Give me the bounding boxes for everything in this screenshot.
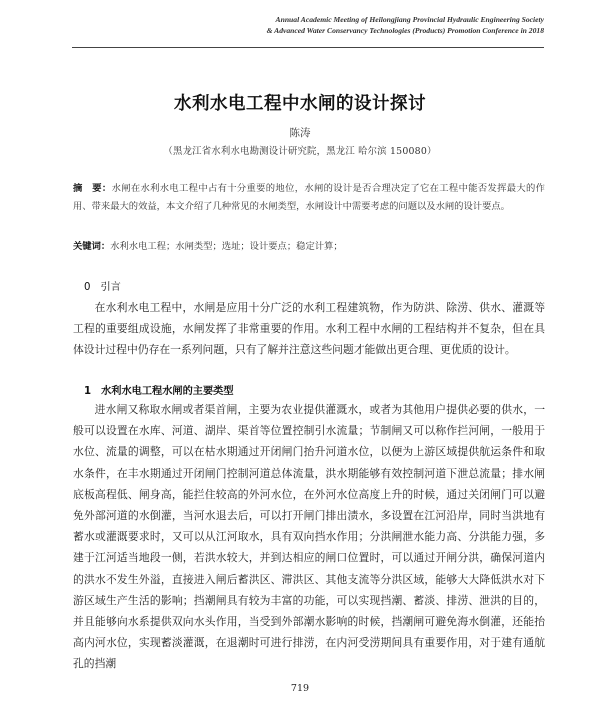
page-number: 719: [290, 683, 310, 694]
conference-header-line1: Annual Academic Meeting of Heilongjiang Provincial Hydraulic Engineering Society: [275, 15, 544, 24]
keywords: [73, 239, 545, 255]
section-number: 0: [84, 282, 91, 293]
section-number: 1: [84, 386, 92, 397]
introduction-paragraph: 在水利水电工程中，水闸是应用十分广泛的水利工程建筑物，作为防洪、除涝、供水、灌溉等工程的重要组成设施，水闸发挥了非常重要的作用。水利工程中水闸的工程结构并不复杂，但在具体设计过程中仍存在一系列问题，只有了解并注意这些问题才能做出更合理、更优质的设计。: [73, 301, 545, 357]
abstract: [73, 180, 545, 215]
paper-author: 陈涛: [289, 127, 311, 139]
section-title: 水利水电工程水闸的主要类型: [101, 386, 234, 397]
section-title: 引言: [100, 282, 121, 293]
keywords-label: 关键词：: [73, 241, 111, 252]
header-rule: [72, 47, 544, 48]
section-heading-introduction: [84, 278, 131, 293]
paper-affiliation: （黑龙江省水利水电勘测设计研究院，黑龙江 哈尔滨 150080）: [163, 146, 437, 157]
types-paragraph: 进水闸又称取水闸或者渠首闸，主要为农业提供灌溉水，或者为其他用户提供必要的供水，一般可以设置在水库、河道、湖岸、渠首等位置控制引水流量；节制闸又可以称作拦河闸，一般用于水位、流量的调整，可以在枯水期通过开闭闸门抬升河道水位，以便为上游区域提供航运条件和取水条件，在丰水期通过开闭闸门控制河道总体流量，洪水期能够有效控制河道下泄总流量；排水闸底板高程低、闸身高，能拦住较高的外河水位，在外河水位高度上升的时候，通过关闭闸门可以避免外部河道的水倒灌，当河水退去后，可以打开闸门排出渍水，多设置在江河沿岸，同时当洪地有蓄水或灌溉要求时，又可以从江河取水，具有双向挡水作用；分洪闸泄水能力高、分洪能力强，多建于江河适当地段一侧，若洪水较大，并到达相应的闸口位置时，可以通过开闸分洪，确保河道内的洪水不发生外溢，直接进入闸后蓄洪区、滞洪区、其他支流等分洪区域，能够大大降低洪水对下游区域生产生活的影响；挡潮闸具有较为丰富的功能，可以实现挡潮、蓄淡、排涝、泄洪的目的，并且能够向水系提供双向水头作用，当受到外部潮水影响的时候，挡潮闸可避免海水倒灌，还能抬高内河水位，实现蓄淡灌溉，在退潮时可进行排涝，在内河受涝期间具有重要作用，对于建有通航孔的挡潮: [73, 403, 545, 671]
keywords-text: 水利水电工程；水闸类型；选址；设计要点；稳定计算；: [110, 241, 343, 252]
conference-header-line2: & Advanced Water Conservancy Technologies (Products) Promotion Conference in 2018: [266, 26, 544, 35]
conference-header: [124, 14, 544, 36]
paper-title: 水利水电工程中水闸的设计探讨: [174, 94, 426, 114]
section-heading-types: [84, 382, 244, 397]
abstract-label: 摘 要：: [73, 183, 112, 194]
abstract-text: 水闸在水利水电工程中占有十分重要的地位，水闸的设计是否合理决定了它在工程中能否发挥最大的作用、带来最大的效益，本文介绍了几种常见的水闸类型，水闸设计中需要考虑的问题以及水闸的设计要点。: [73, 183, 545, 212]
